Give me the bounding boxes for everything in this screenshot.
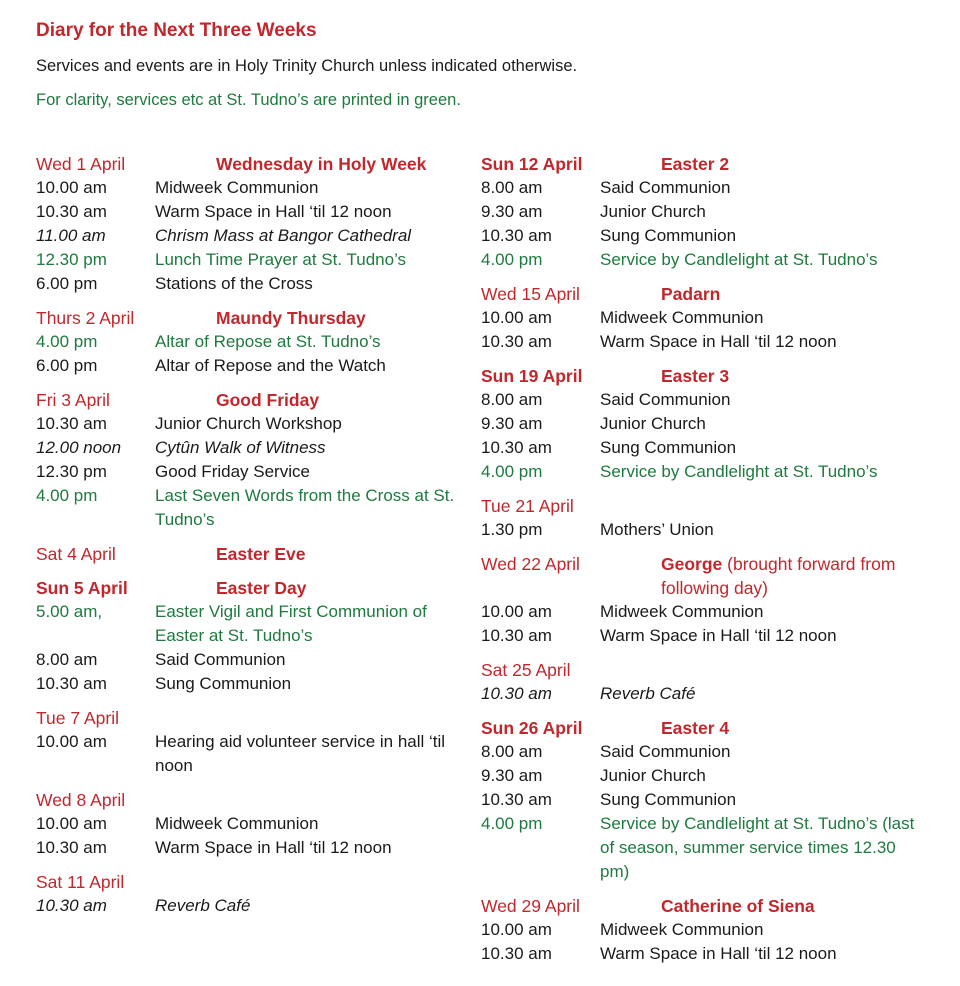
feast-name: Easter 3 (661, 366, 730, 386)
page-title: Diary for the Next Three Weeks (36, 20, 317, 41)
entry-time: 10.00 am (36, 814, 107, 833)
feast-name: Padarn (661, 284, 721, 304)
feast-name: Easter 2 (661, 154, 730, 174)
schedule-row (36, 200, 476, 224)
entry-time: 10.30 am (481, 438, 552, 457)
schedule-row (481, 764, 921, 788)
entry-desc: Midweek Communion (600, 920, 764, 939)
feast-name (661, 494, 921, 518)
entry-time: 8.00 am (36, 650, 98, 669)
schedule-row (481, 942, 921, 966)
day-date: Tue 7 April (36, 708, 120, 728)
day-date: Sat 4 April (36, 544, 116, 564)
entry-time: 10.30 am (36, 202, 107, 221)
entry-desc: Mothers’ Union (600, 520, 714, 539)
entry-time: 10.00 am (481, 308, 552, 327)
entry-desc: Easter Vigil and First Communion of Easter at St. Tudno’s (155, 602, 427, 645)
schedule-row (481, 176, 921, 200)
schedule-row (36, 272, 476, 296)
entry-desc: Warm Space in Hall ‘til 12 noon (600, 626, 837, 645)
entry-time: 1.30 pm (481, 520, 543, 539)
schedule-row (481, 600, 921, 624)
schedule-row (36, 894, 476, 918)
schedule-row (36, 412, 476, 436)
day-header (36, 542, 476, 566)
entry-desc: Warm Space in Hall ‘til 12 noon (155, 202, 392, 221)
schedule-row (36, 330, 476, 354)
day-header (481, 894, 921, 918)
feast-name: Easter Day (216, 578, 307, 598)
day-header (481, 364, 921, 388)
feast-name: Wednesday in Holy Week (216, 154, 427, 174)
day-block (36, 870, 476, 918)
day-date: Wed 8 April (36, 790, 126, 810)
entry-desc: Cytûn Walk of Witness (155, 438, 326, 457)
day-date: Sun 5 April (36, 578, 128, 598)
entry-time: 9.30 am (481, 414, 543, 433)
entry-desc: Lunch Time Prayer at St. Tudno’s (155, 250, 407, 269)
entry-time: 12.30 pm (36, 462, 107, 481)
schedule-row (36, 354, 476, 378)
entry-time: 10.30 am (481, 944, 552, 963)
day-date: Wed 29 April (481, 896, 580, 916)
right-column (481, 152, 921, 976)
entry-desc: Sung Communion (155, 674, 292, 693)
day-block (481, 282, 921, 354)
schedule-row (481, 740, 921, 764)
day-date: Sun 26 April (481, 718, 583, 738)
entry-time: 4.00 pm (36, 332, 98, 351)
entry-desc: Midweek Communion (155, 178, 319, 197)
green-note: For clarity, services etc at St. Tudno’s are printed in green. (36, 91, 461, 109)
day-header (481, 152, 921, 176)
schedule-row (36, 176, 476, 200)
feast-name: Catherine of Siena (661, 896, 815, 916)
day-date: Sat 25 April (481, 660, 571, 680)
entry-desc: Midweek Communion (155, 814, 319, 833)
entry-desc: Stations of the Cross (155, 274, 313, 293)
day-date: Tue 21 April (481, 496, 574, 516)
day-block (36, 306, 476, 378)
entry-desc: Service by Candlelight at St. Tudno’s (600, 250, 878, 269)
entry-time: 10.00 am (481, 920, 552, 939)
entry-time: 10.30 am (36, 896, 107, 915)
feast-name: Easter Eve (216, 544, 306, 564)
schedule-row (36, 248, 476, 272)
feast-note: (brought forward from following day) (661, 554, 896, 598)
feast-name: Maundy Thursday (216, 308, 366, 328)
schedule-row (36, 484, 476, 532)
day-header (36, 788, 476, 812)
schedule-row (36, 460, 476, 484)
entry-time: 8.00 am (481, 178, 543, 197)
entry-time: 4.00 pm (481, 462, 543, 481)
schedule-row (481, 624, 921, 648)
day-date: Sun 19 April (481, 366, 583, 386)
day-date: Sun 12 April (481, 154, 583, 174)
intro-text: Services and events are in Holy Trinity Church unless indicated otherwise. (36, 57, 578, 75)
entry-desc: Midweek Communion (600, 308, 764, 327)
day-block (481, 716, 921, 884)
entry-desc: Altar of Repose and the Watch (155, 356, 386, 375)
entry-time: 9.30 am (481, 202, 543, 221)
schedule-row (481, 412, 921, 436)
entry-time: 10.00 am (36, 732, 107, 751)
entry-time: 10.00 am (36, 178, 107, 197)
feast-name (216, 788, 476, 812)
day-block (36, 576, 476, 696)
day-header (36, 388, 476, 412)
day-date: Fri 3 April (36, 390, 110, 410)
entry-time: 10.30 am (481, 684, 552, 703)
schedule-row (36, 600, 476, 648)
schedule-row (36, 730, 476, 778)
entry-desc: Service by Candlelight at St. Tudno’s (600, 462, 878, 481)
day-block (481, 894, 921, 966)
day-block (481, 552, 921, 648)
day-header (36, 706, 476, 730)
entry-time: 4.00 pm (481, 250, 543, 269)
entry-desc: Service by Candlelight at St. Tudno’s (last of season, summer service times 12.30 pm) (600, 814, 915, 881)
entry-time: 10.00 am (481, 602, 552, 621)
entry-desc: Altar of Repose at St. Tudno’s (155, 332, 381, 351)
entry-desc: Said Communion (600, 178, 731, 197)
entry-desc: Junior Church (600, 766, 706, 785)
day-date: Wed 15 April (481, 284, 580, 304)
entry-time: 10.30 am (481, 332, 552, 351)
entry-desc: Said Communion (600, 390, 731, 409)
day-block (481, 152, 921, 272)
schedule-row (36, 812, 476, 836)
day-block (36, 788, 476, 860)
day-block (36, 706, 476, 778)
feast-name (661, 658, 921, 682)
schedule-row (481, 224, 921, 248)
entry-time: 10.30 am (481, 626, 552, 645)
entry-desc: Good Friday Service (155, 462, 310, 481)
schedule-row (36, 224, 476, 248)
entry-desc: Sung Communion (600, 226, 737, 245)
day-block (36, 388, 476, 532)
day-date: Wed 22 April (481, 554, 580, 574)
schedule-row (481, 460, 921, 484)
feast-name-main: George (661, 554, 723, 574)
entry-time: 10.30 am (36, 674, 107, 693)
feast-name (216, 706, 476, 730)
day-date: Wed 1 April (36, 154, 126, 174)
schedule-row (481, 812, 921, 884)
entry-desc: Junior Church Workshop (155, 414, 342, 433)
feast-name: Good Friday (216, 390, 320, 410)
entry-desc: Reverb Café (600, 684, 696, 703)
entry-time: 10.30 am (36, 838, 107, 857)
feast-name: Easter 4 (661, 718, 730, 738)
entry-desc: Midweek Communion (600, 602, 764, 621)
entry-desc: Reverb Café (155, 896, 251, 915)
schedule-row (481, 306, 921, 330)
entry-time: 4.00 pm (481, 814, 543, 833)
entry-time: 10.30 am (481, 226, 552, 245)
schedule-row (481, 200, 921, 224)
schedule-row (36, 648, 476, 672)
schedule-row (481, 682, 921, 706)
schedule-row (481, 436, 921, 460)
day-date: Thurs 2 April (36, 308, 135, 328)
day-header (36, 152, 476, 176)
entry-desc: Warm Space in Hall ‘til 12 noon (600, 944, 837, 963)
entry-desc: Warm Space in Hall ‘til 12 noon (600, 332, 837, 351)
entry-time: 5.00 am, (36, 602, 103, 621)
entry-time: 12.00 noon (36, 438, 122, 457)
entry-time: 10.30 am (36, 414, 107, 433)
schedule-row (481, 388, 921, 412)
schedule-row (481, 918, 921, 942)
schedule-row (481, 330, 921, 354)
schedule-row (481, 518, 921, 542)
entry-time: 6.00 pm (36, 274, 98, 293)
day-block (481, 658, 921, 706)
day-block (36, 542, 476, 566)
entry-desc: Hearing aid volunteer service in hall ‘til noon (155, 732, 446, 775)
day-block (481, 364, 921, 484)
entry-time: 10.30 am (481, 790, 552, 809)
schedule-row (36, 436, 476, 460)
entry-desc: Warm Space in Hall ‘til 12 noon (155, 838, 392, 857)
entry-desc: Said Communion (600, 742, 731, 761)
day-block (481, 494, 921, 542)
entry-desc: Junior Church (600, 202, 706, 221)
entry-time: 6.00 pm (36, 356, 98, 375)
entry-time: 8.00 am (481, 390, 543, 409)
entry-desc: Chrism Mass at Bangor Cathedral (155, 226, 412, 245)
day-header (481, 716, 921, 740)
day-header (36, 576, 476, 600)
schedule-row (36, 672, 476, 696)
entry-time: 9.30 am (481, 766, 543, 785)
day-block (36, 152, 476, 296)
entry-desc: Said Communion (155, 650, 286, 669)
schedule-row (481, 248, 921, 272)
day-header (36, 870, 476, 894)
feast-name (661, 552, 921, 600)
entry-time: 12.30 pm (36, 250, 107, 269)
entry-desc: Sung Communion (600, 438, 737, 457)
left-column (36, 152, 476, 928)
day-header (481, 552, 921, 600)
day-header (481, 494, 921, 518)
day-header (36, 306, 476, 330)
schedule-row (481, 788, 921, 812)
entry-time: 11.00 am (36, 226, 106, 245)
entry-desc: Sung Communion (600, 790, 737, 809)
schedule-row (36, 836, 476, 860)
day-date: Sat 11 April (36, 872, 125, 892)
entry-desc: Junior Church (600, 414, 706, 433)
entry-time: 4.00 pm (36, 486, 98, 505)
day-header (481, 658, 921, 682)
entry-desc: Last Seven Words from the Cross at St. Tudno’s (155, 486, 455, 529)
day-header (481, 282, 921, 306)
entry-time: 8.00 am (481, 742, 543, 761)
feast-name (216, 870, 476, 894)
